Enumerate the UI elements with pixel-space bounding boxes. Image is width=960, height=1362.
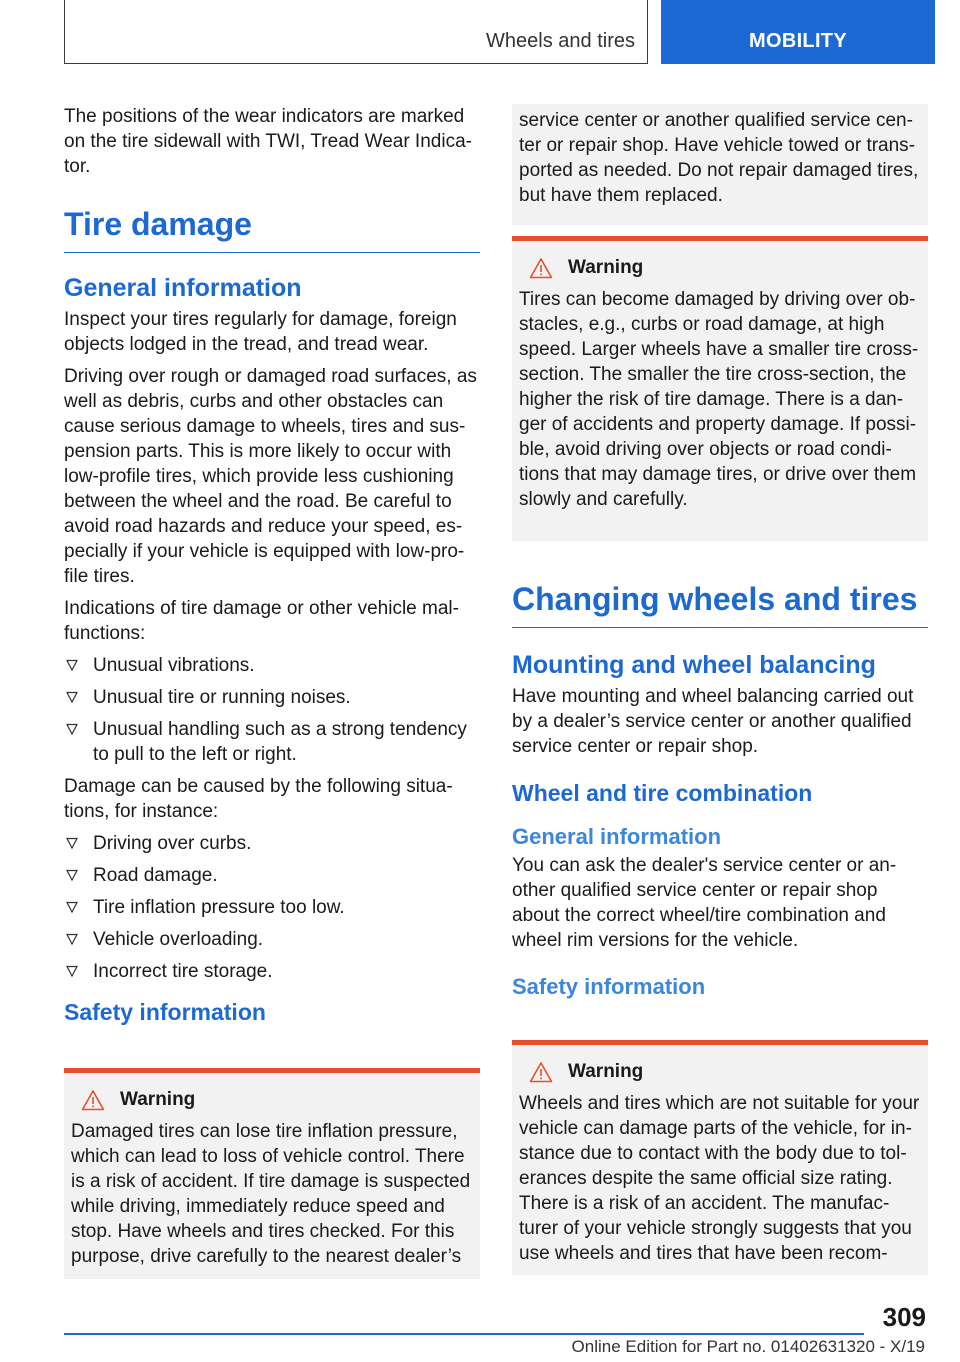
warning-title: Warning xyxy=(519,255,921,280)
triangle-bullet-icon xyxy=(66,965,78,977)
triangle-bullet-icon xyxy=(66,837,78,849)
heading-safety-information: Safety information xyxy=(512,974,706,999)
heading-general-information: General information xyxy=(64,274,302,302)
warning-triangle-icon xyxy=(529,257,553,279)
situations-list xyxy=(64,831,480,984)
list-item: Vehicle overloading. xyxy=(64,927,480,952)
list-item: Incorrect tire storage. xyxy=(64,959,480,984)
page-number: 309 xyxy=(882,1302,926,1332)
list-item: Tire inflation pressure too low. xyxy=(64,895,480,920)
warning-text: Wheels and tires which are not suitable for your vehicle can damage parts of the vehicle, for instance due to contact with the body due to tolerances despite the same official size rating. There is a risk of an accident. The manufacturer of your vehicle strongly suggests that you use wheels and tires that have been recom- xyxy=(519,1093,920,1264)
paragraph: You can ask the dealer's service center or another qualified service center or repair shop about the correct wheel/tire combination and wheel rim versions for the vehicle. xyxy=(512,855,897,951)
list-item: Unusual vibrations. xyxy=(64,653,480,678)
warning-triangle-icon xyxy=(529,1061,553,1083)
triangle-bullet-icon xyxy=(66,691,78,703)
warning-box xyxy=(64,1068,480,1279)
header-frame xyxy=(64,0,648,64)
heading-wheel-tire-combination: Wheel and tire combination xyxy=(512,780,813,806)
triangle-bullet-icon xyxy=(66,869,78,881)
footer-edition: Online Edition for Part no. 01402631320 - X/19 xyxy=(571,1337,925,1356)
list-item: Driving over curbs. xyxy=(64,831,480,856)
left-column xyxy=(64,104,480,1052)
heading-safety-information: Safety information xyxy=(64,999,266,1025)
heading-general-information: General information xyxy=(512,824,722,849)
paragraph: Indications of tire damage or other vehicle malfunctions: xyxy=(64,598,459,644)
list-item: Road damage. xyxy=(64,863,480,888)
list-item: Unusual handling such as a strong tendency to pull to the left or right. xyxy=(64,717,480,767)
section-title: Wheels and tires xyxy=(486,30,635,52)
warning-text: Damaged tires can lose tire inflation pressure, which can lead to loss of vehicle control. There is a risk of accident. If tire damage is suspected while driving, immediately reduce speed and stop. Have wheels and tires checked. For this purpose, drive carefully to the nearest dealer’s xyxy=(71,1121,471,1267)
right-column xyxy=(512,580,928,1007)
heading-changing-wheels: Changing wheels and tires xyxy=(512,580,928,628)
paragraph: Damage can be caused by the following situations, for instance: xyxy=(64,776,453,822)
triangle-bullet-icon xyxy=(66,933,78,945)
warning-triangle-icon xyxy=(81,1089,105,1111)
triangle-bullet-icon xyxy=(66,901,78,913)
warning-box xyxy=(512,236,928,541)
paragraph: Driving over rough or damaged road surfaces, as well as debris, curbs and other obstacles can cause serious damage to wheels, tires and suspension parts. This is more likely to occur with low-profile tires, which provide less cushioning between the wheel and the road. Be careful to avoid road hazards and reduce your speed, especially if your vehicle is equipped with low-profile tires. xyxy=(64,366,477,587)
warning-title: Warning xyxy=(519,1059,921,1084)
paragraph: Have mounting and wheel balancing carried out by a dealer’s service center or another qualified service center or repair shop. xyxy=(512,686,914,757)
intro-paragraph: The positions of the wear indicators are marked on the tire sidewall with TWI, Tread Wear Indicator. xyxy=(64,106,472,177)
warning-title: Warning xyxy=(71,1087,473,1112)
warning-text: Tires can become damaged by driving over obstacles, e.g., curbs or road damage, at high speed. Larger wheels have a smaller tire cross-section. The smaller the tire cross-section, the higher the risk of tire damage. There is a danger of accidents and property damage. If possible, avoid driving over objects or road conditions that may damage tires, or drive over them slowly and carefully. xyxy=(519,289,919,510)
warning-text: service center or another qualified service center or repair shop. Have vehicle towed or transported as needed. Do not repair damaged tires, but have them replaced. xyxy=(519,110,919,206)
heading-tire-damage: Tire damage xyxy=(64,205,480,253)
heading-mounting: Mounting and wheel balancing xyxy=(512,651,876,679)
paragraph: Inspect your tires regularly for damage, foreign objects lodged in the tread, and tread wear. xyxy=(64,309,457,355)
footer-divider xyxy=(64,1333,864,1335)
triangle-bullet-icon xyxy=(66,659,78,671)
list-item: Unusual tire or running noises. xyxy=(64,685,480,710)
triangle-bullet-icon xyxy=(66,723,78,735)
warning-continued xyxy=(512,104,928,225)
indications-list xyxy=(64,653,480,767)
warning-box xyxy=(512,1040,928,1275)
chapter-tab: MOBILITY xyxy=(661,0,935,64)
